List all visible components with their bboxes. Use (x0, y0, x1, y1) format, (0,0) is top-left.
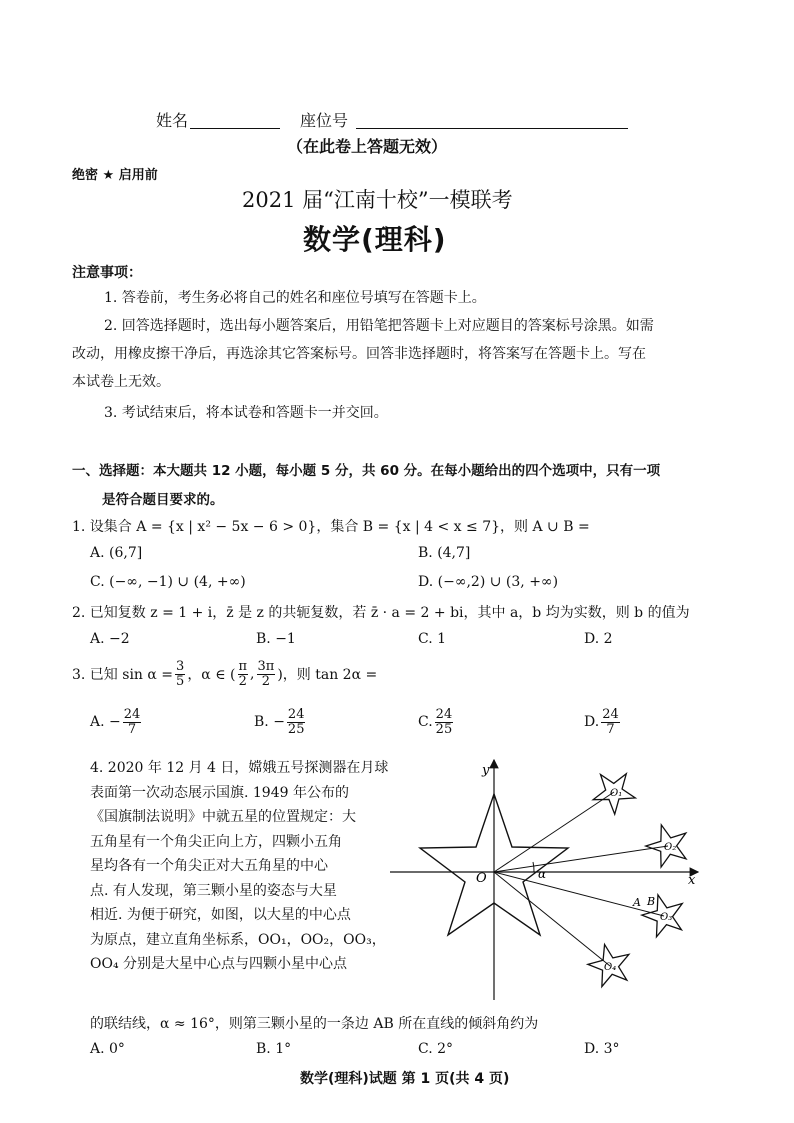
notes-item-1: 1. 答卷前，考生务必将自己的姓名和座位号填写在答题卡上。 (104, 290, 486, 306)
q4-line-5: 星均各有一个角尖正对大五角星的中心 (90, 858, 328, 874)
q4-option-c: C. 2° (418, 1041, 454, 1057)
q4-option-b: B. 1° (256, 1041, 292, 1057)
q4-line-9: OO₄ 分别是大星中心点与四颗小星中心点 (90, 956, 348, 972)
subject-title: 数学(理科) (303, 223, 447, 256)
q3-frac-lower (238, 660, 249, 688)
q4-line-7: 相近. 为便于研究，如图，以大星的中心点 (90, 907, 351, 923)
alpha-arc (533, 862, 534, 872)
q2-option-d: D. 2 (584, 631, 613, 647)
q3-frac-lower-den: 2 (238, 673, 247, 689)
q3-option-c-label: C. (418, 714, 433, 731)
q3-frac-upper (257, 660, 276, 688)
line-oo3 (494, 872, 664, 916)
q3-frac-upper-num: 3π (257, 659, 275, 674)
q3-option-d-frac (601, 708, 620, 736)
q1-stem: 1. 设集合 A = {x | x² − 5x − 6 > 0}，集合 B = {x | 4 < x ≤ 7}，则 A ∪ B = (72, 519, 590, 535)
q3-frac-sin (175, 660, 185, 688)
line-oo2 (494, 846, 668, 872)
o1-label: O₁ (610, 788, 623, 799)
q4-stem (90, 756, 389, 977)
secret-mark: 绝密 ★ 启用前 (72, 168, 158, 183)
q3-option-d-num: 24 (602, 707, 619, 722)
q3-frac-sin-num: 3 (176, 659, 185, 674)
section1-heading-line-1: 一、选择题：本大题共 12 小题，每小题 5 分，共 60 分。在每小题给出的四个选项中，只有一项 (72, 463, 661, 479)
point-a-label: A (633, 896, 641, 909)
notes-item-2-line-1: 2. 回答选择题时，选出每小题答案后，用铅笔把答题卡上对应题目的答案标号涂黑。如需 (104, 318, 654, 334)
alpha-label: α (538, 867, 547, 881)
x-axis-label: x (688, 873, 696, 888)
q1-option-c: C. (−∞, −1) ∪ (4, +∞) (90, 574, 246, 590)
q3-option-b-num: 24 (287, 707, 305, 722)
q2-stem: 2. 已知复数 z = 1 + i，z̄ 是 z 的共轭复数，若 z̄ · a = 2 + bi，其中 a，b 均为实数，则 b 的值为 (72, 605, 690, 621)
q4-line-1: 4. 2020 年 12 月 4 日，嫦娥五号探测器在月球 (90, 760, 389, 776)
q3-option-d-label: D. (584, 714, 600, 731)
y-axis-label: y (482, 763, 490, 778)
q3-option-a (90, 708, 143, 736)
o2-label: O₂ (664, 842, 677, 853)
q4-option-a: A. 0° (90, 1041, 125, 1057)
exam-title: 2021 届“江南十校”一模联考 (242, 188, 513, 212)
name-blank (190, 128, 280, 129)
q3-option-a-den: 7 (127, 721, 137, 737)
q3-stem-pre: 3. 已知 sin α = (72, 667, 174, 684)
q3-option-b-frac (287, 708, 306, 736)
origin-label: O (476, 871, 487, 886)
q3-frac-sin-den: 5 (176, 673, 185, 689)
q2-option-c: C. 1 (418, 631, 447, 647)
seat-label: 座位号 (300, 111, 349, 130)
invalid-note: （在此卷上答题无效） (287, 137, 448, 156)
o3-label: O₃ (660, 912, 673, 923)
page-footer: 数学(理科)试题 第 1 页(共 4 页) (300, 1071, 510, 1087)
q3-stem (72, 660, 377, 688)
q1-option-b: B. (4,7] (418, 545, 471, 561)
q3-option-d (584, 708, 622, 736)
q4-line-3: 《国旗制法说明》中就五星的位置规定：大 (90, 809, 356, 825)
q3-frac-upper-den: 2 (261, 673, 271, 689)
q4-last-line: 的联结线，α ≈ 16°，则第三颗小星的一条边 AB 所在直线的倾斜角约为 (90, 1016, 539, 1032)
notes-item-2-line-3: 本试卷上无效。 (72, 374, 170, 390)
q3-option-c (418, 708, 455, 736)
q4-line-6: 点. 有人发现，第三颗小星的姿态与大星 (90, 882, 337, 899)
q4-line-8: 为原点，建立直角坐标系，OO₁，OO₂，OO₃， (90, 931, 386, 948)
q4-line-4: 五角星有一个角尖正向上方，四颗小五角 (90, 833, 342, 850)
q4-line-2: 表面第一次动态展示国旗. 1949 年公布的 (90, 784, 349, 801)
q1-option-a: A. (6,7] (90, 545, 143, 561)
line-oo4 (494, 872, 610, 966)
q2-option-a: A. −2 (90, 631, 130, 647)
q3-frac-lower-num: π (238, 659, 248, 674)
q4-option-d: D. 3° (584, 1041, 620, 1057)
section1-heading-line-2: 是符合题目要求的。 (102, 492, 224, 508)
q3-stem-post: )，则 tan 2α = (277, 667, 378, 684)
notes-item-3: 3. 考试结束后，将本试卷和答题卡一并交回。 (104, 405, 388, 421)
q3-option-c-num: 24 (435, 707, 453, 722)
line-oo1 (494, 792, 614, 872)
q3-option-c-frac (435, 708, 454, 736)
q3-option-a-label: A. − (90, 714, 121, 731)
q3-option-c-den: 25 (435, 721, 453, 737)
notes-item-2-line-2: 改动，用橡皮擦干净后，再选涂其它答案标号。回答非选择题时，将答案写在答题卡上。写在 (72, 346, 646, 362)
q3-option-b-label: B. − (254, 714, 285, 731)
name-label: 姓名 (156, 111, 189, 130)
q1-option-d: D. (−∞,2) ∪ (3, +∞) (418, 574, 559, 590)
q2-option-b: B. −1 (256, 631, 296, 647)
q4-figure (388, 756, 708, 1006)
q3-option-d-den: 7 (606, 721, 615, 737)
q3-option-b-den: 25 (287, 721, 305, 737)
q3-option-a-num: 24 (123, 707, 141, 722)
notes-heading: 注意事项： (72, 265, 142, 281)
q3-option-a-frac (123, 708, 142, 736)
o4-label: O₄ (604, 962, 617, 973)
q3-comma: , (250, 666, 255, 683)
q3-stem-mid: ，α ∈ ( (187, 667, 236, 684)
q3-option-b (254, 708, 307, 736)
seat-blank (356, 128, 628, 129)
point-b-label: B (647, 895, 656, 908)
